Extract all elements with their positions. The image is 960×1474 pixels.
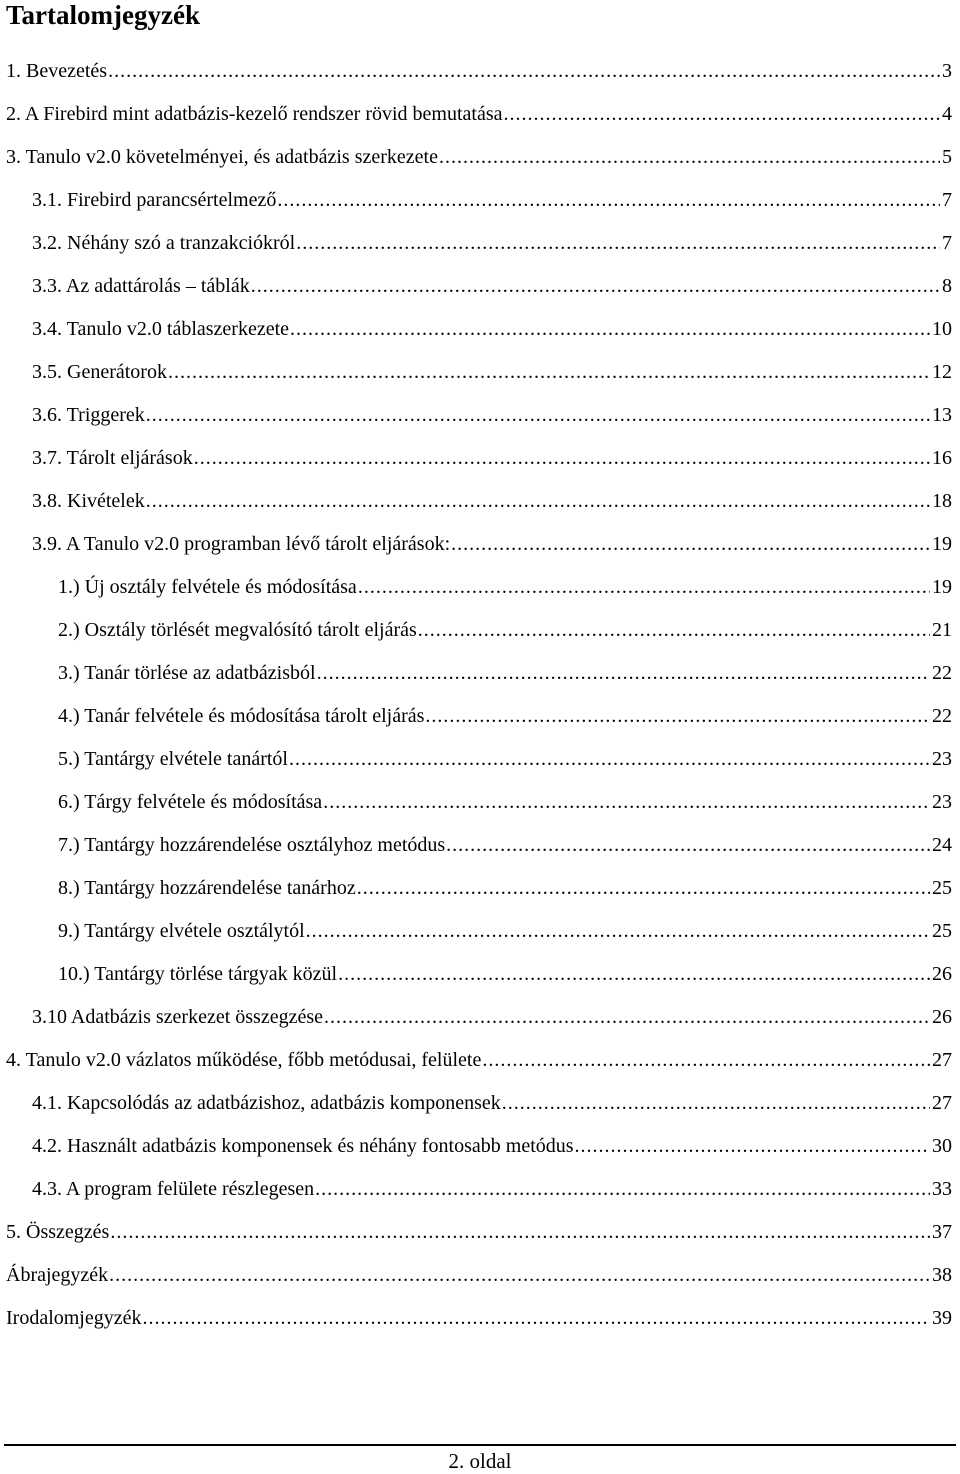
- toc-entry-title: 3.3. Az adattárolás – táblák: [32, 271, 251, 301]
- toc-page-number: 18: [932, 490, 952, 512]
- toc-entry-title: 4.3. A program felülete részlegesen: [32, 1174, 315, 1204]
- toc-entry-title: 1. Bevezetés: [6, 56, 108, 86]
- toc-entry[interactable]: [58, 572, 952, 602]
- toc-entry-title: 3.10 Adatbázis szerkezet összegzése: [32, 1002, 324, 1032]
- toc-entry-title: 3.4. Tanulo v2.0 táblaszerkezete: [32, 314, 290, 344]
- toc-entry-title: 3.5. Generátorok: [32, 357, 168, 387]
- toc-page-number: 38: [932, 1264, 952, 1286]
- toc-dot-leader: [502, 1088, 930, 1118]
- toc-entry-title: 3.) Tanár törlése az adatbázisból: [58, 658, 317, 688]
- toc-page-number: 23: [932, 748, 952, 770]
- toc-entry[interactable]: [32, 185, 952, 215]
- toc-entry[interactable]: [6, 1303, 952, 1333]
- toc-page-number: 13: [932, 404, 952, 426]
- toc-page-number: 10: [932, 318, 952, 340]
- toc-dot-leader: [146, 400, 930, 430]
- toc-dot-leader: [168, 357, 930, 387]
- toc-entry[interactable]: [58, 916, 952, 946]
- toc-dot-leader: [338, 959, 930, 989]
- toc-entry[interactable]: [58, 658, 952, 688]
- toc-page-number: 5: [942, 146, 952, 168]
- toc-dot-leader: [324, 1002, 930, 1032]
- toc-entry-title: 8.) Tantárgy hozzárendelése tanárhoz: [58, 873, 357, 903]
- toc-page-number: 19: [932, 533, 952, 555]
- toc-entry-title: 3.2. Néhány szó a tranzakciókról: [32, 228, 296, 258]
- toc-page-number: 7: [942, 189, 952, 211]
- toc-entry[interactable]: [32, 357, 952, 387]
- toc-entry-title: 3.6. Triggerek: [32, 400, 146, 430]
- toc-entry[interactable]: [58, 787, 952, 817]
- toc-dot-leader: [296, 228, 940, 258]
- toc-entry-title: 2. A Firebird mint adatbázis-kezelő rendszer rövid bemutatása: [6, 99, 504, 129]
- toc-dot-leader: [358, 572, 930, 602]
- toc-entry-title: 3.1. Firebird parancsértelmező: [32, 185, 277, 215]
- toc-dot-leader: [323, 787, 930, 817]
- toc-dot-leader: [277, 185, 940, 215]
- toc-entry[interactable]: [58, 959, 952, 989]
- toc-entry-title: 10.) Tantárgy törlése tárgyak közül: [58, 959, 338, 989]
- toc-dot-leader: [110, 1217, 930, 1247]
- toc-page-number: 39: [932, 1307, 952, 1329]
- toc-entry[interactable]: [32, 271, 952, 301]
- page-title: Tartalomjegyzék: [6, 0, 200, 30]
- toc-entry-title: 2.) Osztály törlését megvalósító tárolt eljárás: [58, 615, 418, 645]
- toc-dot-leader: [418, 615, 930, 645]
- toc-page-number: 25: [932, 920, 952, 942]
- toc-entry-title: 4.1. Kapcsolódás az adatbázishoz, adatbázis komponensek: [32, 1088, 502, 1118]
- toc-entry[interactable]: [32, 314, 952, 344]
- toc-dot-leader: [315, 1174, 930, 1204]
- toc-entry[interactable]: [58, 701, 952, 731]
- toc-entry[interactable]: [6, 1260, 952, 1290]
- toc-page-number: 4: [942, 103, 952, 125]
- toc-entry-title: 3.9. A Tanulo v2.0 programban lévő tárolt eljárások:: [32, 529, 451, 559]
- toc-dot-leader: [425, 701, 930, 731]
- toc-page-number: 25: [932, 877, 952, 899]
- toc-dot-leader: [251, 271, 940, 301]
- toc-page-number: 3: [942, 60, 952, 82]
- toc-entry-title: 3.8. Kivételek: [32, 486, 146, 516]
- toc-page-number: 26: [932, 963, 952, 985]
- toc-page-number: 8: [942, 275, 952, 297]
- toc-entry[interactable]: [6, 1217, 952, 1247]
- toc-page-number: 27: [932, 1092, 952, 1114]
- toc-dot-leader: [357, 873, 930, 903]
- toc-dot-leader: [317, 658, 930, 688]
- toc-entry-title: 4. Tanulo v2.0 vázlatos működése, főbb metódusai, felülete: [6, 1045, 482, 1075]
- toc-dot-leader: [289, 744, 930, 774]
- toc-entry[interactable]: [6, 142, 952, 172]
- toc-page-number: 37: [932, 1221, 952, 1243]
- toc-entry-title: Irodalomjegyzék: [6, 1303, 143, 1333]
- toc-entry-title: 4.) Tanár felvétele és módosítása tárolt eljárás: [58, 701, 425, 731]
- toc-page-number: 7: [942, 232, 952, 254]
- toc-entry-title: 1.) Új osztály felvétele és módosítása: [58, 572, 358, 602]
- toc-dot-leader: [290, 314, 930, 344]
- toc-entry[interactable]: [6, 1045, 952, 1075]
- toc-entry[interactable]: [6, 56, 952, 86]
- footer-divider: [4, 1444, 956, 1446]
- toc-entry[interactable]: [32, 486, 952, 516]
- toc-dot-leader: [439, 142, 940, 172]
- toc-dot-leader: [146, 486, 930, 516]
- toc-entry[interactable]: [58, 615, 952, 645]
- toc-entry-title: 4.2. Használt adatbázis komponensek és néhány fontosabb metódus: [32, 1131, 575, 1161]
- toc-entry[interactable]: [32, 1131, 952, 1161]
- toc-entry[interactable]: [32, 443, 952, 473]
- toc-dot-leader: [446, 830, 930, 860]
- toc-dot-leader: [504, 99, 940, 129]
- toc-entry-title: 3. Tanulo v2.0 követelményei, és adatbázis szerkezete: [6, 142, 439, 172]
- toc-page-number: 16: [932, 447, 952, 469]
- toc-entry[interactable]: [58, 830, 952, 860]
- toc-page-number: 21: [932, 619, 952, 641]
- toc-entry-title: 5.) Tantárgy elvétele tanártól: [58, 744, 289, 774]
- toc-page-number: 33: [932, 1178, 952, 1200]
- toc-entry[interactable]: [32, 529, 952, 559]
- toc-entry-title: 9.) Tantárgy elvétele osztálytól: [58, 916, 306, 946]
- toc-dot-leader: [482, 1045, 930, 1075]
- toc-dot-leader: [575, 1131, 930, 1161]
- toc-entry[interactable]: [58, 873, 952, 903]
- toc-dot-leader: [143, 1303, 931, 1333]
- toc-entry[interactable]: [32, 228, 952, 258]
- footer-page-number: 2. oldal: [448, 1449, 512, 1473]
- toc-dot-leader: [306, 916, 930, 946]
- toc-page-number: 22: [932, 705, 952, 727]
- toc-entry-title: 5. Összegzés: [6, 1217, 110, 1247]
- toc-page-number: 27: [932, 1049, 952, 1071]
- toc-entry-title: Ábrajegyzék: [6, 1260, 109, 1290]
- toc-entry[interactable]: [32, 1088, 952, 1118]
- toc-entry-title: 6.) Tárgy felvétele és módosítása: [58, 787, 323, 817]
- toc-entry-title: 3.7. Tárolt eljárások: [32, 443, 194, 473]
- toc-entry[interactable]: [32, 1174, 952, 1204]
- toc-dot-leader: [451, 529, 930, 559]
- toc-dot-leader: [194, 443, 930, 473]
- toc-entry-title: 7.) Tantárgy hozzárendelése osztályhoz metódus: [58, 830, 446, 860]
- toc-page-number: 30: [932, 1135, 952, 1157]
- toc-page-number: 19: [932, 576, 952, 598]
- toc-entry[interactable]: [58, 744, 952, 774]
- toc-page-number: 12: [932, 361, 952, 383]
- toc-page-number: 26: [932, 1006, 952, 1028]
- toc-page-number: 23: [932, 791, 952, 813]
- toc-entry[interactable]: [32, 400, 952, 430]
- toc-entry[interactable]: [6, 99, 952, 129]
- toc-dot-leader: [109, 1260, 930, 1290]
- toc-entry[interactable]: [32, 1002, 952, 1032]
- toc-page-number: 24: [932, 834, 952, 856]
- toc-dot-leader: [108, 56, 940, 86]
- toc-page-number: 22: [932, 662, 952, 684]
